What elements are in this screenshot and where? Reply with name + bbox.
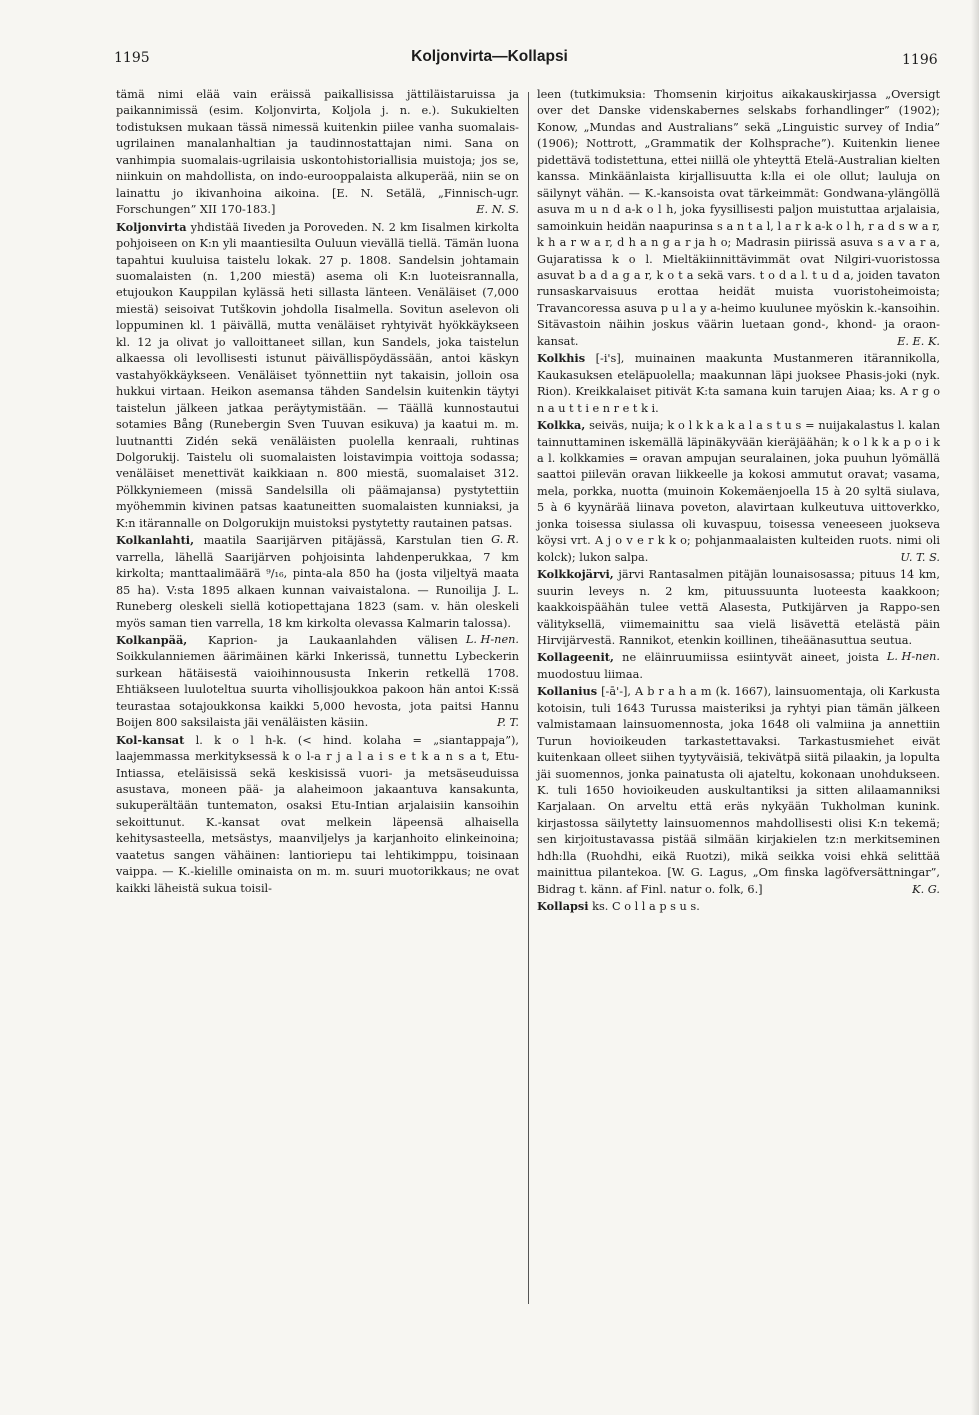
entry-signature: K. G.	[912, 882, 940, 896]
entry-headword: Kolkkojärvi,	[537, 567, 614, 582]
entry-kol-kansat	[116, 732, 519, 898]
column-rule	[528, 92, 529, 1304]
entry-text: [-ā'-], A b r a h a m (k. 1667), lainsuomentaja, oli Karkusta kotoisin, tuli 1643 Turussa maisteriksi ja ryhtyi pian tämän jälkeen valmistamaan lainsuomennosta, joka 1648 oli valmiina ja annettiin Turun hovioikeuden tarkastettavaksi. Tarkastusmiehet eivät kuitenkaan olleet siihen tyytyväisiä, tekivätpä siitä pilaakin, ja lopulta jäi suomennos, jonka painatusta oli ajateltu, kokonaan unohdukseen. K. tuli 1650 hovioikeuden auskultantiksi ja sitten alilaamanniksi Karjalaan. On arveltu että eräs nykyään Tukholman kunink. kirjastossa säilytetty lainsuomennos mahdollisesti olisi K:n tekemä; sen kirjoitustavassa pistää silmään kirjakielen tz:n merkitseminen hdh:lla (Ruohdhi, eikä Ruotzi), mikä seikka voisi ehkä selittää mainittua pilantekoa. [W. G. Lagus, „Om finska lagöfversättningar”, Bidrag t. känn. af Finl. natur o. folk, 6.]	[537, 685, 940, 896]
entry-headword: Kollanius	[537, 684, 598, 699]
page-number-right: 1196	[902, 52, 938, 68]
entry-signature: P. T.	[497, 716, 519, 730]
entry-headword: Kolkka,	[537, 418, 586, 433]
page-edge-shadow	[971, 0, 979, 1415]
page-header	[0, 0, 979, 80]
entry-signature: L. H-nen.	[886, 650, 940, 664]
entry-kol-kansat-continued	[537, 87, 940, 350]
entry-headword: Kol-kansat	[116, 732, 185, 747]
left-column	[116, 87, 519, 897]
entry-text: [-i's], muinainen maakunta Mustanmeren itärannikolla, Kaukasuksen eteläpuolella; maakunnan läpi juoksee Phasis-joki (nyk. Rion). Kreikkalaiset pitivät K:ta samana kuin tarujen Aiaa; ks. A r g o n a u t t i e n r e t k i.	[537, 352, 940, 415]
entry-headword: Kolkhis	[537, 351, 586, 366]
entry-kolkhis	[537, 350, 940, 417]
entry-text: Kaprion- ja Laukaanlahden välisen Soikkulanniemen äärimäinen kärki Inkerissä, tunnettu Lybeckerin surkean hätäisestä vaioihinnousustа Inkerin retkellä 1708. Ehtiäkseen luuloteltua suurta vihollisjoukkoa pakoon hän antoi K:ssä teurastaa sotajoukkonsa kaikki 5,000 hevosta, jota paitsi Hannu Boijen 800 saksilaista jäi venäläisten käsiin.	[116, 633, 519, 730]
entry-headword: Kollageenit,	[537, 650, 614, 665]
entry-signature: G. R.	[491, 533, 519, 547]
entry-headword: Koljonvirta	[116, 219, 187, 234]
entry-text: l. k o l h-k. (< hind. kolaha = „siantappaja”), laajemmassa merkityksessä k o l-a r j a l a i s e t k a n s a t, Etu-Intiassa, eteläisissä sekä keskisissä vuori- ja metsäseuduissa asustava, moneen pää- ja alaheimoon jakaantuva kansakunta, sukuperältään tuntematon, osaksi Etu-Intian arjalaisiin kansoihin sekoittunut. K.-kansat ovat melkein läpeensä alhaisella kehitysasteella, metsästys, maanviljelys ja karjanhoito elinkeinoina; vaatetus sangen vähäinen: lantioriepu tai lehtikimppu, toisinaan vaippa. — K.-kielille ominaista on m. m. suuri muotorikkaus; ne ovat kaikki läheistä sukua toisil-	[116, 733, 519, 895]
entry-text: ne eläinruumiissa esiintyvät aineet, joista muodostuu liimaa.	[537, 651, 879, 681]
entry-signature: U. T. S.	[900, 550, 940, 564]
entry-headword: Kollapsi	[537, 899, 589, 914]
entry-text: maatila Saarijärven pitäjässä, Karstulan tien varrella, lähellä Saarijärven pohjoisinta lahdenperukkaa, 7 km kirkolta; manttaalimäärä ⁹/₁₆, pinta-ala 850 ha (josta viljeltyä maata 85 ha). V:sta 1895 alkaen kunnan vaivaistalona. — Runoilija J. L. Runeberg oleskeli siellä kotiopettajana 1823 (sam. v. hän oleskeli myös saman tien varrella, 18 km kirkolta olevassa Kalmarin talossa).	[116, 534, 519, 630]
entry-text: leen (tutkimuksia: Thomsenin kirjoitus aikakauskirjassa „Oversigt over det Danske videnskabernes selskabs forhandlinger” (1902); Konow, „Mundas and Australians” sekä „Linguistic survey of India” (1906); Nottrott, „Grammatik der Kolhsprache”). Kuitenkin lienee pidettävä todistettuna, ettei niillä ole yhteyttä Etelä-Australian kielten kanssa. Minkäänlaista kirjallisuutta k:lla ei ole ollut; lauluja on säilynyt vähän. — K.-kansoista ovat tärkeimmät: Gondwana-ylängöllä asuva m u n d a-k o l h, joka fyysillisesti paljon muistuttaa arjalaisia, samoinkuin heidän naapurinsa s a n t a l, l a r k a-k o l h, r a d s w a r, k h a r w a r, d h a n g a r ja h o; Madrasin piirissä asuva s a v a r a, Gujaratissa k o l. Mieltäkiinnittävimmät ovat Nilgiri-vuoristossa asuvat b a d a g a r, k o t a sekä vars. t o d a l. t u d a, joiden tavaton runsaskarvaisuus erottaa heidät muista vuoristoheimoista; Travancoressa asuva p u l a y a-heimo kuulunee myöskin k.-kansoihin. Sitävastoin näihin joskus väärin luetaan gond-, khond- ja oraon-kansat.	[537, 88, 940, 348]
entry-text: seiväs, nuija; k o l k k a k a l a s t u s = nuijakalastus l. kalan tainnuttaminen iskemällä läpinäkyvään kieräjäähän; k o l k k a p o i k a l. kolkkamies = oravan ampujan seuralainen, joka puuhun lyömällä saattoi piilevän oravan liikkeelle ja kokosi ammutut oravat; vasama, mela, porkka, nuotta (muinoin Kokemäenjoella 15 à 20 syltä siulava, 5 à 6 kyynärää liinava poveton, alavirtaan kulkeutuva uittoverkko, jonka toisessa siulassa oli kuvaspuu, toisessa veneeseen juokseva köysi vrt. A j o v e r k k o; pohjanmaalaisten kulteiden ruots. nimi oli kolck); lukon salpa.	[537, 419, 940, 564]
entry-kolkanpaa	[116, 632, 519, 732]
entry-signature: L. H-nen.	[465, 632, 519, 646]
page-number-left: 1195	[114, 50, 150, 66]
entry-headword: Kolkanpää,	[116, 632, 188, 647]
entry-kolkka	[537, 417, 940, 566]
entry-text: tämä nimi elää vain eräissä paikallisissa jättiläistaruissa ja paikannimissä (esim. Koljonvirta, Koljola j. n. e.). Sukukielten todistuksen mukaan tässä nimessä kuitenkin piilee vanha suomalais-ugrilainen manalanhaltian ja taudinnostattajan nimi. Sana on vanhimpia suomalais-ugrilaisia uskontohistoriallisia muistoja; jos se, niinkuin on mahdollista, on indo-eurooppalaista alkuperää, niin se on lainattu jo ikivanhoina aikoina. [E. N. Setälä, „Finnisch-ugr. Forschungen” XII 170-183.]	[116, 88, 519, 217]
entry-signature: E. N. S.	[476, 203, 519, 217]
entry-intro	[116, 87, 519, 219]
entry-signature: E. E. K.	[897, 334, 940, 348]
entry-kollanius	[537, 683, 940, 898]
entry-text: järvi Rantasalmen pitäjän lounaisosassa; pituus 14 km, suurin leveys n. 2 km, pituussuunta luoteesta kaakkoon; kaakkoispäähän tulee vettä Alasesta, Putkijärven ja Rappo-sen välityksellä, viimemainittu saa vielä lisävettä etelästä päin Hirvijärvestä. Rannikot, etenkin koillinen, tiheäänasuttua seutua.	[537, 568, 940, 647]
entry-text: yhdistää Iiveden ja Poroveden. N. 2 km Iisalmen kirkolta pohjoiseen on K:n yli maantiesilta Ouluun vievällä tiellä. Tämän luona tapahtui kuuluisa taistelu lokak. 27 p. 1808. Sandelsin johtamain suomalaisten (n. 1,200 miestä) asema oli K:n luoteisrannalla, etujoukon Kauppilan kylässä heti sillasta länteen. Venäläiset (7,000 miestä) seisoivat Tutškovin johdolla Iisalmella. Sovitun aselevon oli loppuminen kl. 1 päivällä, mutta venäläiset ryhtyivät hyökkäykseen kl. 12 ja olivat jo valloittaneet sillan, kun Sandels, joka taistelun alkaessa oli levollisesti istunut päivällispöydässään, antoi käskyn vastahyökkäykseen. Venäläiset työnnettiin nyt takaisin, jolloin osa hukkui virtaan. Heikon asemansa tähden Sandelsin kuitenkin täytyi taistelun jälkeen jatkaa peräytymistään. — Täällä kunnostautui sotamies Bång (Runebergin Sven Tuuvan esikuva) ja kaatui m. m. luutnantti Zidén sekä venäläisten puolella kenraali, ruhtinas Dolgorukij. Taistelu oli suomalaisten loistavimpia voittoja sodassa; venäläiset menettivät kaikkiaan n. 800 miestä, suomalaiset 312. Pölkkyniemeen (missä Sandelsilla oli päämajansa) pystytettiin myöhemmin kivinen patsas kaatuneitten suomalaisten kunniaksi, ja K:n itärannalle on Dolgorukijn muistoksi pystytetty rautainen patsas.	[116, 220, 519, 530]
entry-kollageenit	[537, 649, 940, 683]
entry-text: ks. C o l l a p s u s.	[588, 900, 700, 914]
entry-kollapsi	[537, 898, 940, 915]
right-column	[537, 87, 940, 916]
entry-headword: Kolkanlahti,	[116, 533, 195, 548]
running-title: Koljonvirta—Kollapsi	[411, 48, 568, 65]
